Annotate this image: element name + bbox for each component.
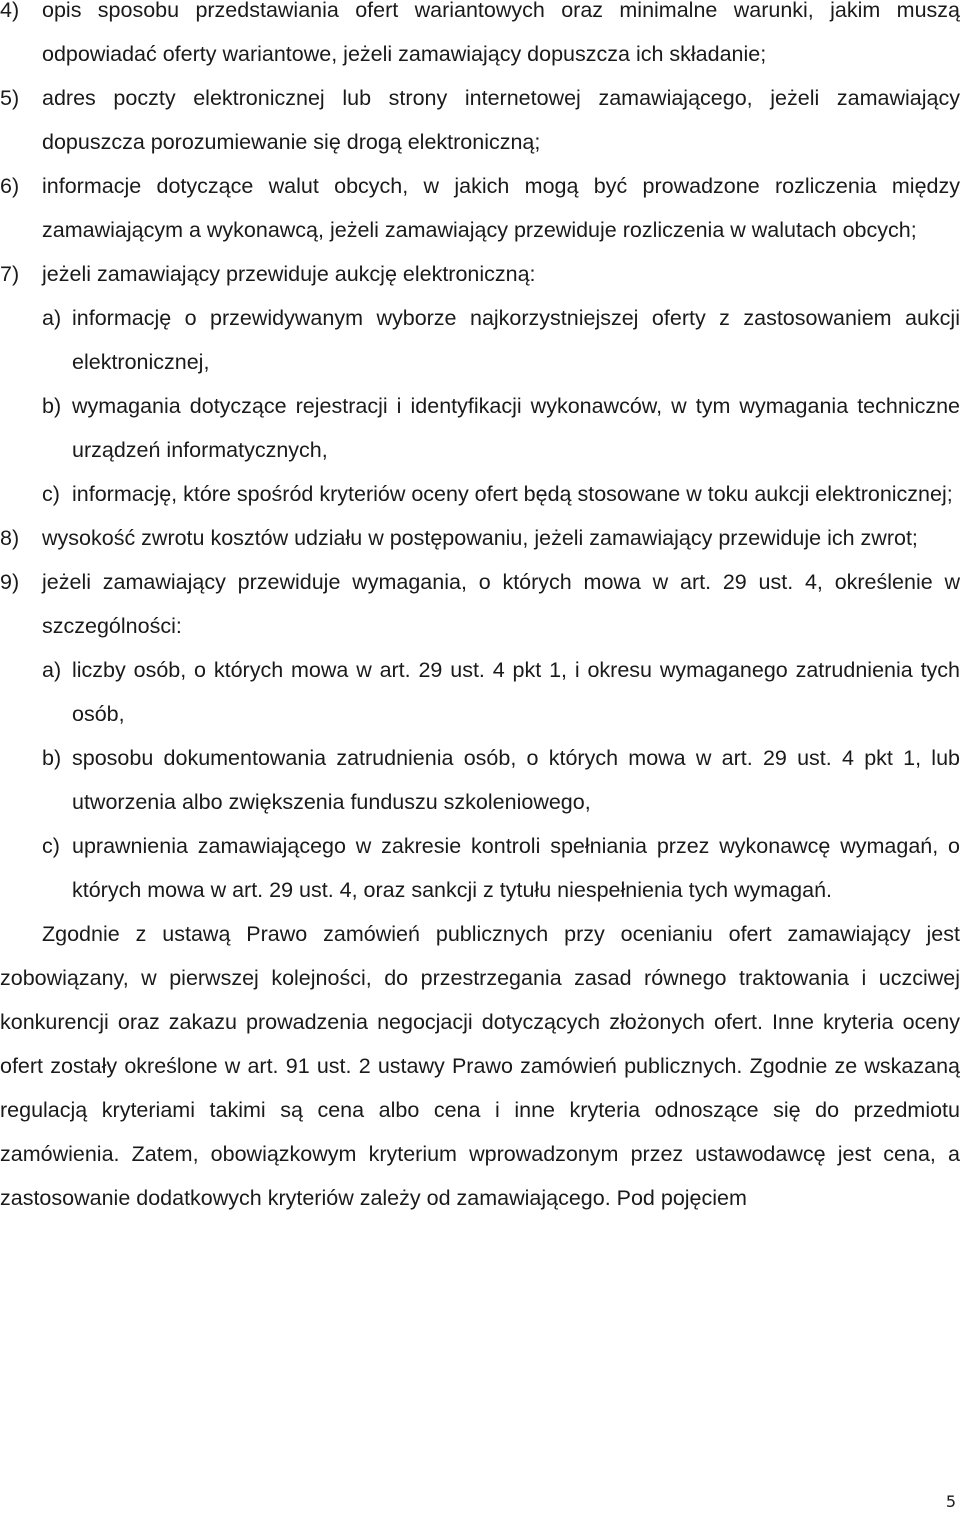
sub-item-7c xyxy=(0,472,960,516)
sub-item-9a xyxy=(0,648,960,736)
list-item-number: 6) xyxy=(0,174,20,198)
sub-item-7b xyxy=(0,384,960,472)
sub-item-letter: a) xyxy=(42,306,62,330)
sub-item-text: informację, które spośród kryteriów oceny ofert będą stosowane w toku aukcji elektronicznej; xyxy=(72,482,953,506)
sub-item-letter: c) xyxy=(42,834,60,858)
list-item-text: informacje dotyczące walut obcych, w jakich mogą być prowadzone rozliczenia między zamawiającym a wykonawcą, jeżeli zamawiający przewiduje rozliczenia w walutach obcych; xyxy=(42,174,960,242)
list-item-text: adres poczty elektronicznej lub strony internetowej zamawiającego, jeżeli zamawiający dopuszcza porozumiewanie się drogą elektroniczną; xyxy=(42,86,960,154)
list-item-number: 4) xyxy=(0,0,20,22)
list-item-number: 9) xyxy=(0,570,20,594)
list-item-number: 8) xyxy=(0,526,20,550)
list-item-number: 7) xyxy=(0,262,20,286)
sub-item-text: uprawnienia zamawiającego w zakresie kontroli spełniania przez wykonawcę wymagań, o których mowa w art. 29 ust. 4, oraz sankcji z tytułu niespełnienia tych wymagań. xyxy=(72,834,960,902)
sub-item-letter: b) xyxy=(42,394,62,418)
sub-item-text: wymagania dotyczące rejestracji i identyfikacji wykonawców, w tym wymagania techniczne urządzeń informatycznych, xyxy=(72,394,960,462)
list-item-8 xyxy=(0,516,960,560)
list-item-5 xyxy=(0,76,960,164)
sub-item-9c xyxy=(0,824,960,912)
list-item-text: opis sposobu przedstawiania ofert wariantowych oraz minimalne warunki, jakim muszą odpowiadać oferty wariantowe, jeżeli zamawiający dopuszcza ich składanie; xyxy=(42,0,960,66)
sub-item-text: sposobu dokumentowania zatrudnienia osób, o których mowa w art. 29 ust. 4 pkt 1, lub utworzenia albo zwiększenia funduszu szkoleniowego, xyxy=(72,746,960,814)
list-item-6 xyxy=(0,164,960,252)
list-item-7 xyxy=(0,252,960,296)
list-item-9 xyxy=(0,560,960,648)
sub-item-letter: b) xyxy=(42,746,62,770)
sub-item-text: informację o przewidywanym wyborze najkorzystniejszej oferty z zastosowaniem aukcji elektronicznej, xyxy=(72,306,960,374)
list-item-number: 5) xyxy=(0,86,20,110)
body-paragraph: Zgodnie z ustawą Prawo zamówień publicznych przy ocenianiu ofert zamawiający jest zobowiązany, w pierwszej kolejności, do przestrzegania zasad równego traktowania i uczciwej konkurencji oraz zakazu prowadzenia negocjacji dotyczących złożonych ofert. Inne kryteria oceny ofert zostały określone w art. 91 ust. 2 ustawy Prawo zamówień publicznych. Zgodnie ze wskazaną regulacją kryteriami takimi są cena albo cena i inne kryteria odnoszące się do przedmiotu zamówienia. Zatem, obowiązkowym kryterium wprowadzonym przez ustawodawcę jest cena, a zastosowanie dodatkowych kryteriów zależy od zamawiającego. Pod pojęciem xyxy=(0,922,960,1210)
sub-item-letter: a) xyxy=(42,658,62,682)
list-item-text: wysokość zwrotu kosztów udziału w postępowaniu, jeżeli zamawiający przewiduje ich zwrot; xyxy=(42,526,918,550)
list-item-text: jeżeli zamawiający przewiduje wymagania, o których mowa w art. 29 ust. 4, określenie w szczególności: xyxy=(42,570,960,638)
sub-item-text: liczby osób, o których mowa w art. 29 ust. 4 pkt 1, i okresu wymaganego zatrudnienia tych osób, xyxy=(72,658,960,726)
list-item-text: jeżeli zamawiający przewiduje aukcję elektroniczną: xyxy=(42,262,536,286)
sub-item-9b xyxy=(0,736,960,824)
sub-item-letter: c) xyxy=(42,482,60,506)
sub-item-7a xyxy=(0,296,960,384)
page-number: 5 xyxy=(945,1492,956,1511)
list-item-4 xyxy=(0,0,960,76)
